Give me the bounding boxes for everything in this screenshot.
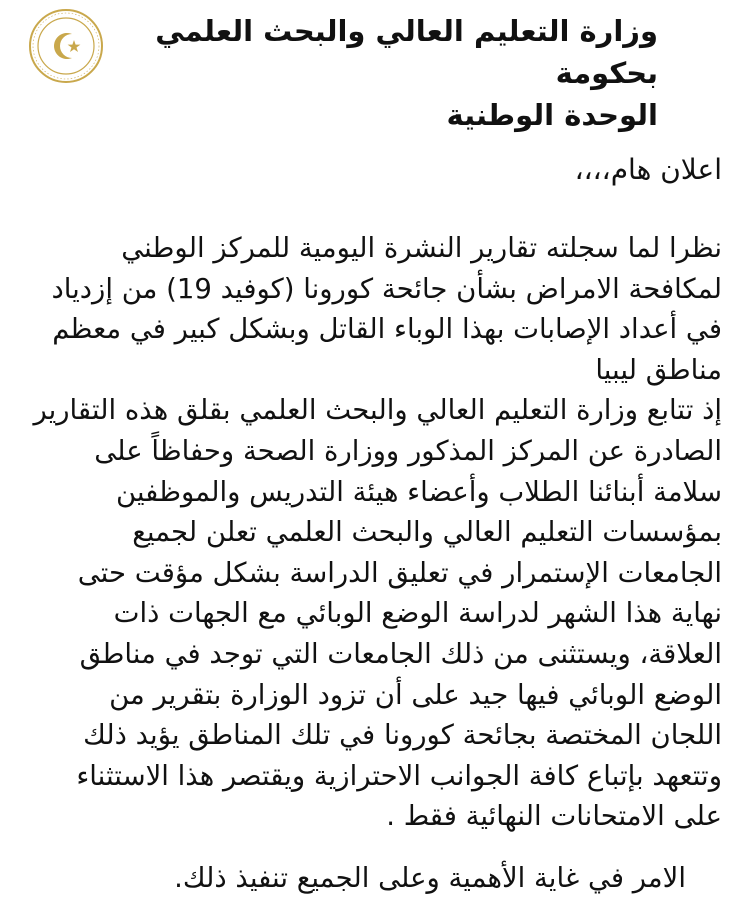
announcement-body xyxy=(30,228,722,837)
announcement-heading: اعلان هام،،،، xyxy=(574,153,722,186)
body-paragraph-2: إذ تتابع وزارة التعليم العالي والبحث العلمي بقلق هذه التقارير الصادرة عن المركز المذكور ووزارة الصحة وحفاظاً على سلامة أبنائنا الطلاب وأعضاء هيئة التدريس والموظفين بمؤسسات التعليم العالي والبحث العلمي تعلن لجميع الجامعات الإستمرار في تعليق الدراسة بشكل مؤقت حتى نهاية هذا الشهر لدراسة الوضع الوبائي مع الجهات ذات العلاقة، ويستثنى من ذلك الجامعات التي توجد في مناطق الوضع الوبائي فيها جيد على أن تزود الوزارة بتقرير من اللجان المختصة بجائحة كورونا في تلك المناطق يؤيد ذلك وتتعهد بإتباع كافة الجوانب الاحترازية ويقتصر هذا الاستثناء على الامتحانات النهائية فقط . xyxy=(33,394,722,833)
body-paragraph-1: نظرا لما سجلته تقارير النشرة اليومية للمركز الوطني لمكافحة الامراض بشأن جائحة كورونا (كوفيد 19) من إزدياد في أعداد الإصابات بهذا الوباء القاتل وبشكل كبير في معظم مناطق ليبيا xyxy=(51,232,722,386)
ministry-emblem-icon xyxy=(28,8,104,84)
ministry-title: وزارة التعليم العالي والبحث العلمي بحكومة الوحدة الوطنية xyxy=(155,14,658,132)
page-header xyxy=(0,0,750,132)
closing-statement: الامر في غاية الأهمية وعلى الجميع تنفيذ ذلك. xyxy=(174,862,686,894)
